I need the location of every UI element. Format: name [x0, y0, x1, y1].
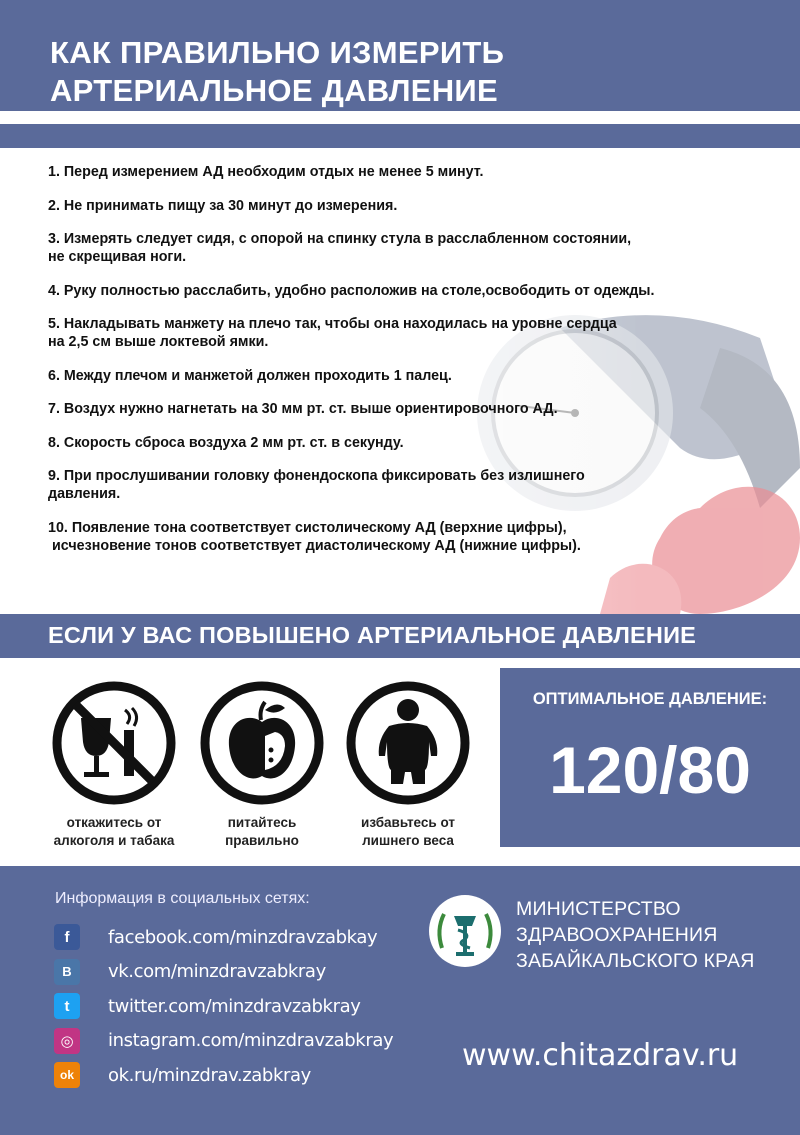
instagram-icon: ◎ — [54, 1028, 80, 1054]
rule-text-continued: не скрещивая ноги. — [48, 249, 187, 265]
page-title-line-2: АРТЕРИАЛЬНОЕ ДАВЛЕНИЕ — [50, 73, 498, 108]
rule-item — [48, 315, 793, 351]
website-link[interactable]: www.chitazdrav.ru — [462, 1038, 739, 1073]
high-pressure-banner — [0, 614, 800, 658]
rule-text: 4. Руку полностью расслабить, удобно расположив на столе,освободить от одежды. — [48, 282, 655, 299]
ministry-name: МИНИСТЕРСТВО ЗДРАВООХРАНЕНИЯ ЗАБАЙКАЛЬСКОГО КРАЯ — [516, 898, 755, 972]
rule-text-continued: на 2,5 см выше локтевой ямки. — [48, 334, 269, 350]
rule-item — [48, 197, 793, 215]
banner-title: ЕСЛИ У ВАС ПОВЫШЕНО АРТЕРИАЛЬНОЕ ДАВЛЕНИЕ — [48, 622, 697, 648]
rule-text-continued: давления. — [48, 486, 121, 502]
rule-item — [48, 467, 793, 503]
social-title: Информация в социальных сетях: — [55, 890, 310, 907]
rule-text: 10. Появление тона соответствует систолическому АД (верхние цифры), — [48, 519, 567, 536]
rule-text: 6. Между плечом и манжетой должен проходить 1 палец. — [48, 367, 452, 384]
social-link-vk[interactable] — [54, 955, 393, 990]
optimal-pressure-value: 120/80 — [549, 733, 751, 807]
rule-text-continued: исчезновение тонов соответствует диастолическому АД (нижние цифры). — [48, 537, 581, 554]
social-link-text[interactable]: twitter.com/minzdravzabkray — [108, 995, 361, 1017]
rules-section — [0, 148, 800, 614]
tips-section — [0, 658, 500, 866]
social-link-odnoklassniki[interactable] — [54, 1058, 393, 1093]
social-link-text[interactable]: facebook.com/minzdravzabkay — [108, 926, 378, 948]
page-title — [50, 34, 504, 110]
tip-label: питайтесь правильно — [225, 815, 299, 848]
rule-item — [48, 434, 793, 452]
rule-item — [48, 230, 793, 266]
social-link-text[interactable]: vk.com/minzdravzabkray — [108, 961, 326, 983]
rules-list — [48, 163, 793, 570]
rule-text: 8. Скорость сброса воздуха 2 мм рт. ст. в секунду. — [48, 434, 404, 451]
ministry-emblem-icon — [428, 894, 502, 968]
apple-icon — [199, 680, 325, 806]
tip-eat-right — [192, 680, 332, 850]
rule-text: 7. Воздух нужно нагнетать на 30 мм рт. ст. выше ориентировочного АД. — [48, 401, 558, 417]
rule-text: 5. Накладывать манжету на плечо так, чтобы она находилась на уровне сердца — [48, 316, 617, 332]
no-alcohol-tobacco-icon — [51, 680, 177, 806]
social-link-text[interactable]: ok.ru/minzdrav.zabkray — [108, 1064, 311, 1086]
social-links — [54, 920, 393, 1093]
twitter-icon: t — [54, 993, 80, 1019]
optimal-pressure-box — [500, 668, 800, 847]
tip-lose-weight — [338, 680, 478, 850]
rule-item — [48, 282, 793, 300]
rule-item — [48, 163, 793, 181]
odnoklassniki-icon: ok — [54, 1062, 80, 1088]
optimal-pressure-label: ОПТИМАЛЬНОЕ ДАВЛЕНИЕ: — [532, 690, 768, 708]
page-title-line-1: КАК ПРАВИЛЬНО ИЗМЕРИТЬ — [50, 35, 505, 70]
social-link-facebook[interactable] — [54, 920, 393, 955]
overweight-person-icon — [345, 680, 471, 806]
tip-no-alcohol — [44, 680, 184, 850]
footer — [0, 866, 800, 1135]
tip-label: откажитесь от алкоголя и табака — [53, 815, 175, 848]
rule-text: 2. Не принимать пищу за 30 минут до измерения. — [48, 197, 398, 214]
header-band — [0, 0, 800, 111]
vk-icon: В — [54, 959, 80, 985]
social-link-instagram[interactable] — [54, 1024, 393, 1059]
rule-text: 3. Измерять следует сидя, с опорой на спинку стула в расслабленном состоянии, — [48, 231, 632, 247]
rule-text: 9. При прослушивании головку фонендоскопа фиксировать без излишнего — [48, 468, 585, 484]
header-stripe — [0, 124, 800, 148]
tip-label: избавьтесь от лишнего веса — [361, 815, 455, 848]
facebook-icon: f — [54, 924, 80, 950]
rule-item — [48, 367, 793, 385]
rule-item — [48, 519, 793, 555]
rule-text: 1. Перед измерением АД необходим отдых не менее 5 минут. — [48, 164, 484, 180]
rule-item — [48, 400, 793, 418]
social-link-twitter[interactable] — [54, 989, 393, 1024]
social-link-text[interactable]: instagram.com/minzdravzabkray — [108, 1030, 394, 1052]
